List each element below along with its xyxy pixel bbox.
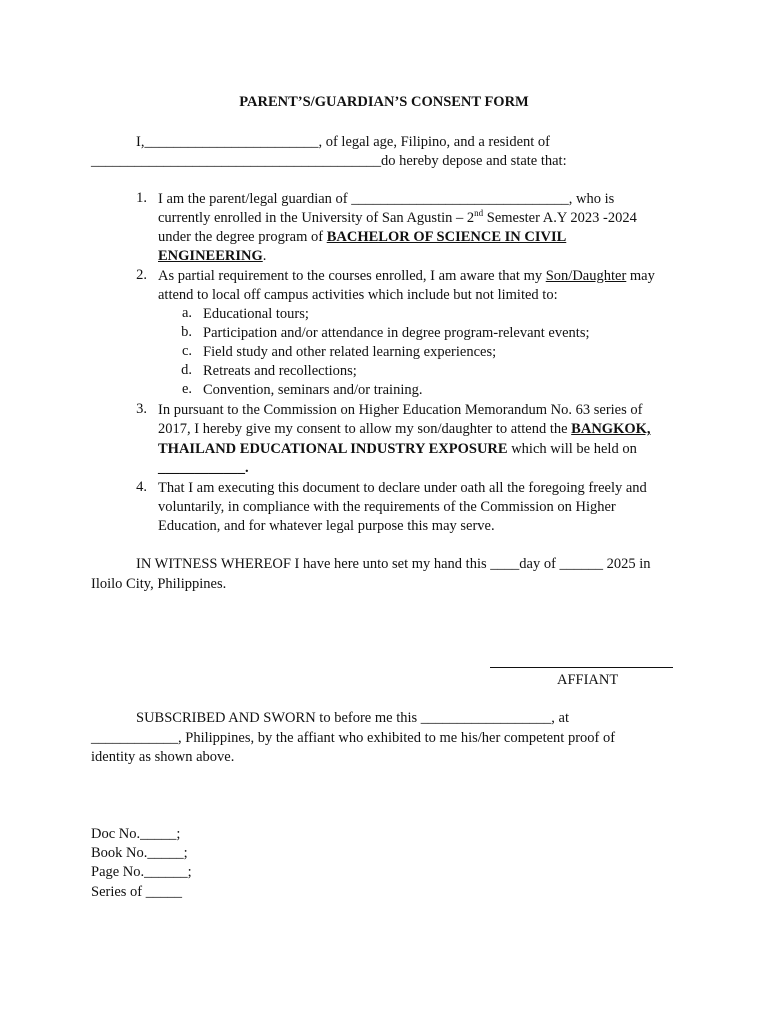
affiant-label: AFFIANT (557, 672, 619, 688)
event-date-blank: ____________. (158, 460, 249, 476)
signature-line (490, 667, 673, 668)
item-4-line-3: Education, and for whatever legal purpose this may serve. (158, 518, 495, 534)
intro-line-2 (91, 152, 567, 171)
item-1-line-4 (158, 247, 266, 266)
name-blank: ________________________ (144, 134, 319, 150)
page-no: Page No.______; (91, 864, 192, 880)
intro-line-1 (136, 133, 550, 152)
item-1-line-2-text: currently enrolled in the University of San Agustin – 2 (158, 210, 475, 226)
doc-no: Doc No._____; (91, 826, 181, 842)
intro-depose-text: do hereby depose and state that: (381, 153, 567, 169)
degree-program-name-cont: ENGINEERING (158, 248, 263, 264)
intro-text: , of legal age, Filipino, and a resident of (318, 134, 551, 150)
event-name: BANGKOK, (571, 421, 651, 437)
sub-item-c-letter: c. (181, 343, 192, 359)
item-3-line-2-text: 2017, I hereby give my consent to allow my son/daughter to attend the (158, 421, 572, 437)
subscribed-line-3: identity as shown above. (91, 749, 235, 765)
held-on-text: which will be held on (507, 441, 637, 457)
sub-item-c: Field study and other related learning experiences; (203, 344, 497, 360)
item-2-line-2: attend to local off campus activities which include but not limited to: (158, 287, 558, 303)
intro-prefix: I, (136, 134, 145, 150)
subscribed-line-2: ____________, Philippines, by the affiant who exhibited to me his/her competent proof of (91, 730, 616, 746)
period: . (262, 248, 267, 264)
item-3-line-3 (158, 440, 637, 459)
address-blank: ________________________________________ (91, 153, 381, 169)
item-1-line-3 (158, 228, 566, 247)
son-daughter-underlined: Son/Daughter (545, 268, 627, 284)
sub-item-e: Convention, seminars and/or training. (203, 382, 423, 398)
ordinal-superscript: nd (474, 208, 484, 219)
item-4-number: 4. (136, 479, 147, 495)
item-1-line-2 (158, 209, 637, 228)
sub-item-e-letter: e. (181, 381, 192, 397)
item-3-line-1: In pursuant to the Commission on Higher Education Memorandum No. 63 series of (158, 402, 643, 418)
item-4-line-1: That I am executing this document to declare under oath all the foregoing freely and (158, 480, 647, 496)
item-3-line-2 (158, 420, 651, 439)
degree-program-name: BACHELOR OF SCIENCE IN CIVIL (326, 229, 567, 245)
sub-item-d-letter: d. (181, 362, 192, 378)
semester-text: Semester A.Y 2023 -2024 (483, 210, 637, 226)
item-1-text-end: , who is (568, 191, 615, 207)
book-no: Book No._____; (91, 845, 188, 861)
series-of: Series of _____ (91, 884, 183, 900)
item-4-line-2: voluntarily, in compliance with the requirements of the Commission on Higher (158, 499, 616, 515)
item-2-line-1 (158, 267, 655, 286)
guardian-child-blank: ______________________________ (351, 191, 569, 207)
sub-item-a-letter: a. (181, 305, 192, 321)
sub-item-b: Participation and/or attendance in degree program-relevant events; (203, 325, 590, 341)
item-1-line-1 (158, 190, 614, 209)
item-3-number: 3. (136, 401, 147, 417)
item-1-number: 1. (136, 190, 147, 206)
form-title: PARENT’S/GUARDIAN’S CONSENT FORM (239, 94, 529, 110)
degree-program-label: under the degree program of (158, 229, 327, 245)
item-2-text-end: may (626, 268, 655, 284)
subscribed-line-1: SUBSCRIBED AND SWORN to before me this __________________, at (136, 710, 569, 726)
witness-line-2: Iloilo City, Philippines. (91, 576, 227, 592)
item-2-number: 2. (136, 267, 147, 283)
item-2-text: As partial requirement to the courses enrolled, I am aware that my (158, 268, 546, 284)
sub-item-a: Educational tours; (203, 306, 309, 322)
sub-item-d: Retreats and recollections; (203, 363, 357, 379)
witness-line-1: IN WITNESS WHEREOF I have here unto set my hand this ____day of ______ 2025 in (136, 556, 651, 572)
item-1-text: I am the parent/legal guardian of (158, 191, 352, 207)
event-name-cont: THAILAND EDUCATIONAL INDUSTRY EXPOSURE (158, 441, 508, 457)
sub-item-b-letter: b. (181, 324, 192, 340)
